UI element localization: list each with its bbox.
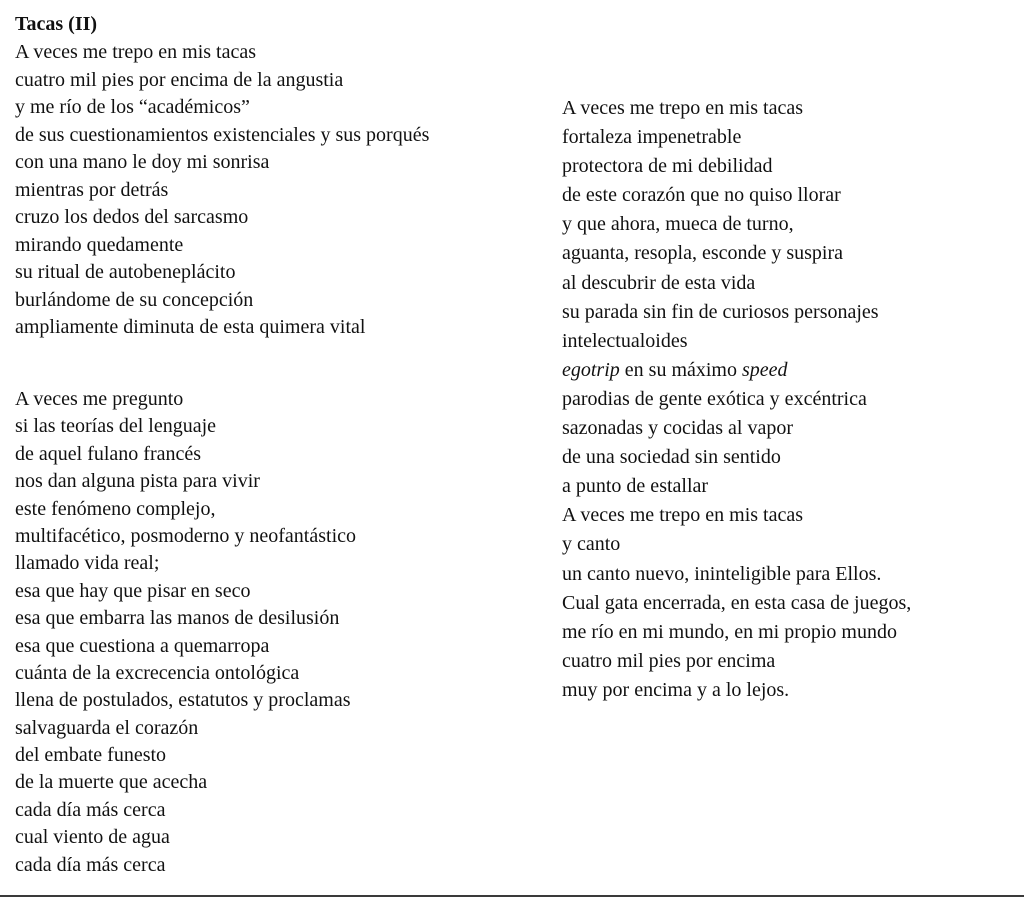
poem-line: con una mano le doy mi sonrisa [15,151,270,173]
left-stanza-1 [15,39,429,342]
poem-line: cada día más cerca [15,853,166,876]
poem-line: mientras por detrás [15,178,169,201]
poem-line: cruzo los dedos del sarcasmo [15,206,249,228]
poem-line: su parada sin fin de curiosos personajes [562,300,879,323]
poem-line: parodias de gente exótica y excéntrica [562,387,867,410]
right-stanza [562,94,911,705]
poem-line: del embate funesto [15,744,167,767]
poem-line: y que ahora, mueca de turno, [562,213,794,236]
poem-line: mirando quedamente [15,233,184,256]
bottom-divider [0,895,1024,897]
poem-line-middle: en su máximo [619,358,742,381]
poem-line: llamado vida real; [15,552,160,575]
poem-title: Tacas (II) [15,13,98,35]
poem-line: de aquel fulano francés [15,442,202,465]
poem-line: cuatro mil pies por encima [562,649,776,672]
poem-line: fortaleza impenetrable [562,126,742,149]
poem-line: y me río de los “académicos” [15,96,250,118]
poem-line: A veces me trepo en mis tacas [562,504,804,527]
poem-line: multifacético, posmoderno y neofantástico [15,524,357,547]
poem-line: de sus cuestionamientos existenciales y sus porqués [15,123,430,146]
poem-line: esa que cuestiona a quemarropa [15,634,270,657]
italic-word-egotrip: egotrip [562,358,620,381]
poem-line: me río en mi mundo, en mi propio mundo [562,620,897,643]
poem-line: de la muerte que acecha [15,771,208,794]
poem-line: si las teorías del lenguaje [15,415,217,438]
poem-line: salvaguarda el corazón [15,716,199,739]
poem-line-italic [562,356,911,385]
left-stanza-2 [15,386,356,879]
poem-line: ampliamente diminuta de esta quimera vital [15,316,366,338]
poem-line: llena de postulados, estatutos y proclamas [15,689,351,712]
poem-line: Cual gata encerrada, en esta casa de juegos, [562,591,912,614]
poem-line: cada día más cerca [15,798,166,821]
poem-line: nos dan alguna pista para vivir [15,470,260,493]
poem-line: aguanta, resopla, esconde y suspira [562,242,844,265]
poem-line: cual viento de agua [15,826,170,849]
poem-line: su ritual de autobeneplácito [15,261,236,283]
poem-line: a punto de estallar [562,475,709,498]
poem-line: intelectualoides [562,329,688,352]
poem-line: de este corazón que no quiso llorar [562,184,841,207]
poem-line: y canto [562,533,621,556]
poem-line: un canto nuevo, ininteligible para Ellos. [562,562,882,585]
poem-line: sazonadas y cocidas al vapor [562,417,794,440]
poem-line: cuatro mil pies por encima de la angustia [15,68,344,91]
poem-line: cuánta de la excrecencia ontológica [15,661,300,684]
poem-line: de una sociedad sin sentido [562,446,781,469]
poem-line: A veces me trepo en mis tacas [15,41,257,63]
poem-line: esa que embarra las manos de desilusión [15,607,340,630]
poem-line: muy por encima y a lo lejos. [562,678,790,701]
poem-line: A veces me trepo en mis tacas [562,97,804,119]
italic-word-speed: speed [742,358,788,381]
poem-line: A veces me pregunto [15,388,184,410]
poem-line: al descubrir de esta vida [562,271,756,294]
poem-line: protectora de mi debilidad [562,155,773,178]
poem-line: este fenómeno complejo, [15,497,216,520]
poem-line: esa que hay que pisar en seco [15,579,251,602]
poem-line: burlándome de su concepción [15,288,254,311]
